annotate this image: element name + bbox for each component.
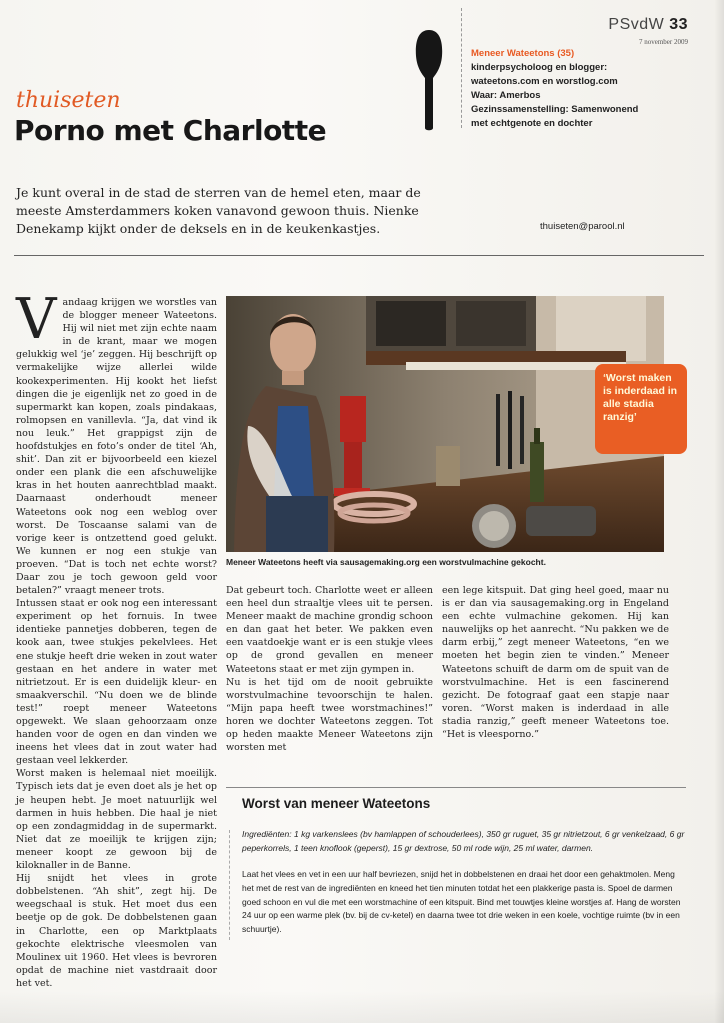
- profile-line: Waar: Amerbos: [471, 90, 541, 101]
- article-headline: Porno met Charlotte: [14, 114, 327, 147]
- page-fold-shadow: [714, 0, 724, 1023]
- page-header: [608, 16, 688, 34]
- header-divider: [461, 8, 462, 128]
- ingredients-label: Ingrediënten:: [242, 829, 292, 839]
- profile-line: met echtgenote en dochter: [471, 118, 593, 129]
- paragraph: Hij snijdt het vlees in grote dobbelstenen. “Ah shit”, zegt hij. De weegschaal is stuk. Het moet dus een beetje op de gok. De dobbelstenen gaan in Charlotte, een op Marktplaats gekochte elektrische vleesmolen van Moulinex uit 1960. Het vlees is bevroren opdat de machine niet vastdraait door het vet.: [16, 873, 217, 989]
- page-number: 33: [669, 16, 688, 33]
- article-intro: Je kunt overal in de stad de sterren van de hemel eten, maar de meeste Amsterdammers koken vanavond gewoon thuis. Nienke Denekamp kijkt onder de deksels en in de keukenkastjes.: [16, 185, 421, 236]
- recipe-instructions: Laat het vlees en vet in een uur half bevriezen, snijd het in dobbelstenen en draai het door een gehaktmolen. Meng het met de rest van de ingrediënten en kneed het tien minuten totdat het een plakkerige pasta is. Spoel de darmen goed schoon en vul die met een worstmachine of een kitspuit. Bind met touwtjes kleine worstjes af. Hang de worsten 24 uur op een warme plek (bv. bij de cv-ketel) en daarna twee tot drie weken in een koele, vochtige ruimte (bv in een schuurtje).: [242, 869, 681, 935]
- paragraph: Worst maken is helemaal niet moeilijk. Typisch iets dat je even doet als je het op je heupen hebt. Je moet natuurlijk wel darmen in huis hebben. Die haal je niet op een zondagmiddag in de supermarkt. Niet dat ze moeilijk te krijgen zijn; meneer koopt ze gewoon bij de kiloknaller in de Banne.: [16, 768, 217, 872]
- ingredients-list: 1 kg varkenslees (bv hamlappen of schouderlees), 350 gr ruguet, 35 gr nitrietzout, 6 gr venkelzaad, 6 gr peperkorrels, 1 teen knoflook (geperst), 15 gr dextrose, 50 ml rode wijn, 25 ml water, darmen.: [242, 829, 685, 854]
- article-column-3: [442, 584, 669, 741]
- article-column-1: [16, 287, 217, 990]
- publication-name: PSvdW: [608, 16, 665, 33]
- article-column-2: [226, 584, 433, 754]
- drop-cap: V: [16, 287, 57, 352]
- profile-name: Meneer Wateetons (35): [471, 48, 575, 59]
- section-label: thuiseten: [16, 88, 121, 113]
- spoon-icon: [414, 28, 444, 132]
- paragraph: Intussen staat er ook nog een interessant experiment op het fornuis. In twee identieke pannetjes dobberen, tegen de kook aan, twee stukjes pekelvlees. Het ene stukje heeft drie weken in zout water gestaan en het andere in water met nitrietzout. Er is een duidelijk kleur- en smaakverschil. “Nu doen we de blinde test!” roept meneer Wateetons opgewekt. We slaan gehoorzaam onze handen voor de ogen en dan vinden we ineens het vlees dat in zout water had gestaan veel lekkerder.: [16, 598, 217, 767]
- recipe-title: Worst van meneer Wateetons: [242, 796, 431, 811]
- paragraph: andaag krijgen we worstles van de blogger meneer Wateetons. Hij wil niet met zijn echte naam in de krant, maar we mogen gelukkig wel ‘je’ zeggen. Hij beschrijft op vermakelijke wijze allerlei wilde kookexperimenten. Hij kookt het liefst dingen die je eigenlijk net zo goed in de supermarkt kan kopen, zoals pindakaas, rolmopsen en vanillevla. “Ja, dat vind ik nou leuk.” Het grappigst zijn de hoofdstukjes en foto’s onder de titel ‘Ah, shit’. Dan zit er bijvoorbeeld een kiezel onder een plank die een afschuwelijke kras in het houten aanrechtblad maakt. Daarnaast onderhoudt meneer Wateetons ook nog een weblog over worst. De Toscaanse salami van de vorige keer is ontzettend goed gelukt. We kunnen er nog een stukje van proeven. “Dat is toch net echte worst? Daar zou je toch gewoon geld voor betalen?” vraagt meneer trots.: [16, 297, 217, 597]
- publication-date: 7 november 2009: [639, 38, 688, 46]
- paragraph: Dat gebeurt toch. Charlotte weet er alleen een heel dun straaltje vlees uit te persen. Meneer maakt de machine grondig schoon en dan gaat het beter. We pakken even een vaatdoekje want er is een stukje vlees op de grond gevallen en meneer Wateetons staat er met zijn gympen in.: [226, 585, 433, 675]
- recipe-rule: [226, 787, 686, 788]
- profile-box: [471, 47, 671, 131]
- profile-line: wateetons.com en worstlog.com: [471, 76, 618, 87]
- header-rule: [14, 255, 704, 256]
- profile-line: Gezinssamenstelling: Samenwonend: [471, 104, 639, 115]
- profile-line: kinderpsycholoog en blogger:: [471, 62, 608, 73]
- pull-quote-box: [595, 364, 687, 454]
- paragraph: een lege kitspuit. Dat ging heel goed, maar nu is er dan via sausagemaking.org in Engeland een echte vulmachine gekomen. Hij kan nauwelijks op het aanrecht. “Nu pakken we de darm erbij,” zegt meneer Wateetons, “en we moeten het begin zien te vinden.” Meneer Wateetons schuift de darm om de spuit van de worstvulmachine. Het is een fascinerend gezicht. De fotograaf gaat een stapje naar voren. “Worst maken is inderdaad in alle stadia ranzig,” geeft meneer Wateetons toe. “Het is vleesporno.”: [442, 585, 669, 741]
- page-bottom-shadow: [0, 991, 724, 1023]
- pull-quote: ‘Worst maken is inderdaad in alle stadia ranzig’: [603, 372, 678, 423]
- photo-caption: Meneer Wateetons heeft via sausagemaking.org een worstvulmachine gekocht.: [226, 557, 546, 567]
- recipe-ingredients: [242, 827, 687, 855]
- contact-email: thuiseten@parool.nl: [540, 221, 625, 232]
- paragraph: Nu is het tijd om de nooit gebruikte worstvulmachine tevoorschijn te halen. “Mijn papa heeft twee worstmachines!” horen we dochter Wateetons zeggen. Tot op heden maakte Meneer Wateetons zijn worsten met: [226, 676, 433, 754]
- recipe-divider: [229, 830, 230, 940]
